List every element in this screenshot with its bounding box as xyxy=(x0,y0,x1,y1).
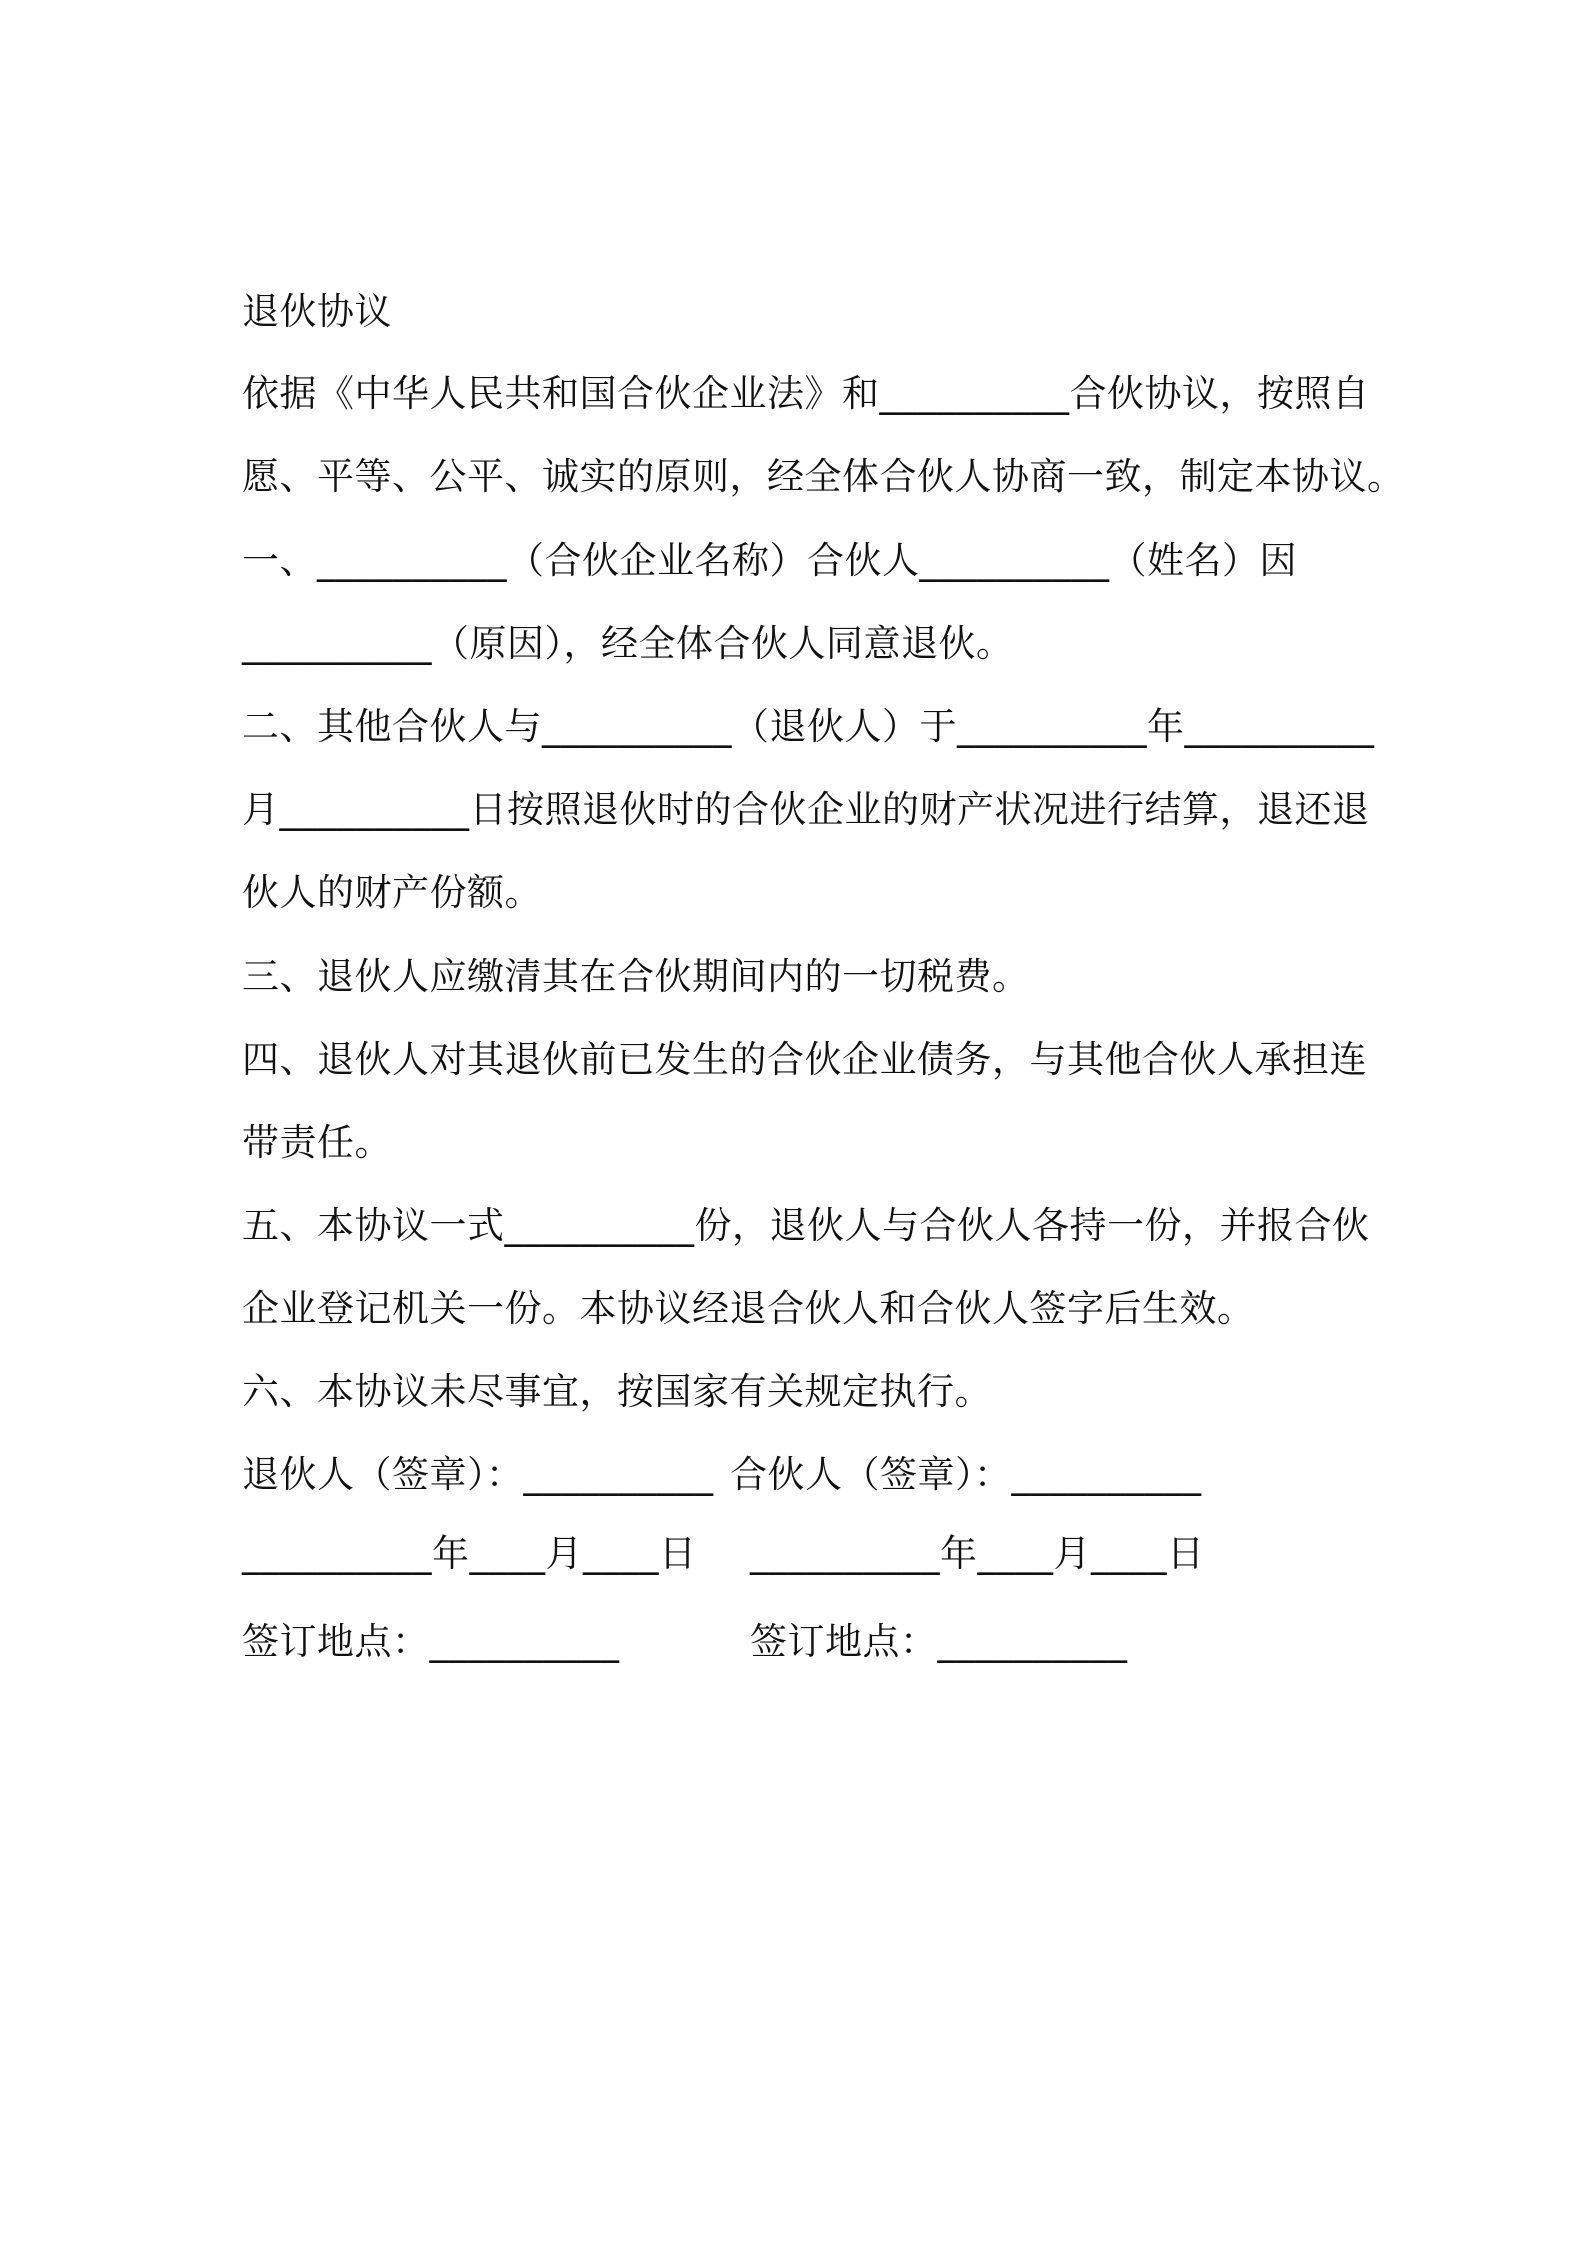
withdrawer-date: __________年____月____日 xyxy=(242,1532,697,1575)
clause-3-line: 三、退伙人应缴清其在合伙期间内的一切税费。 xyxy=(242,955,1030,998)
clause-4-line: 四、退伙人对其退伙前已发生的合伙企业债务，与其他合伙人承担连 xyxy=(242,1038,1367,1081)
clause-1-line: 一、__________（合伙企业名称）合伙人__________（姓名）因 xyxy=(242,539,1297,582)
withdrawer-signing-place: 签订地点：__________ xyxy=(242,1620,620,1663)
clause-2-line: 伙人的财产份额。 xyxy=(242,871,542,914)
clause-4-line: 带责任。 xyxy=(242,1121,392,1164)
paragraph-line: 依据《中华人民共和国合伙企业法》和__________合伙协议，按照自 xyxy=(242,372,1370,415)
clause-1-line: __________（原因），经全体合伙人同意退伙。 xyxy=(242,622,1014,665)
partner-signature: 合伙人（签章）：__________ xyxy=(730,1453,1202,1496)
clause-5-line: 企业登记机关一份。本协议经退合伙人和合伙人签字后生效。 xyxy=(242,1287,1255,1330)
clause-6-line: 六、本协议未尽事宜，按国家有关规定执行。 xyxy=(242,1370,992,1413)
clause-5-line: 五、本协议一式__________份，退伙人与合伙人各持一份，并报合伙 xyxy=(242,1204,1370,1247)
paragraph-line: 愿、平等、公平、诚实的原则，经全体合伙人协商一致，制定本协议。 xyxy=(242,455,1405,498)
document-title: 退伙协议 xyxy=(242,290,392,333)
withdrawer-signature: 退伙人（签章）：__________ xyxy=(242,1453,714,1496)
partner-date: __________年____月____日 xyxy=(750,1532,1205,1575)
partner-signing-place: 签订地点：__________ xyxy=(750,1620,1128,1663)
clause-2-line: 二、其他合伙人与__________（退伙人）于__________年__________ xyxy=(242,705,1375,748)
clause-2-line: 月__________日按照退伙时的合伙企业的财产状况进行结算，退还退 xyxy=(242,788,1370,831)
